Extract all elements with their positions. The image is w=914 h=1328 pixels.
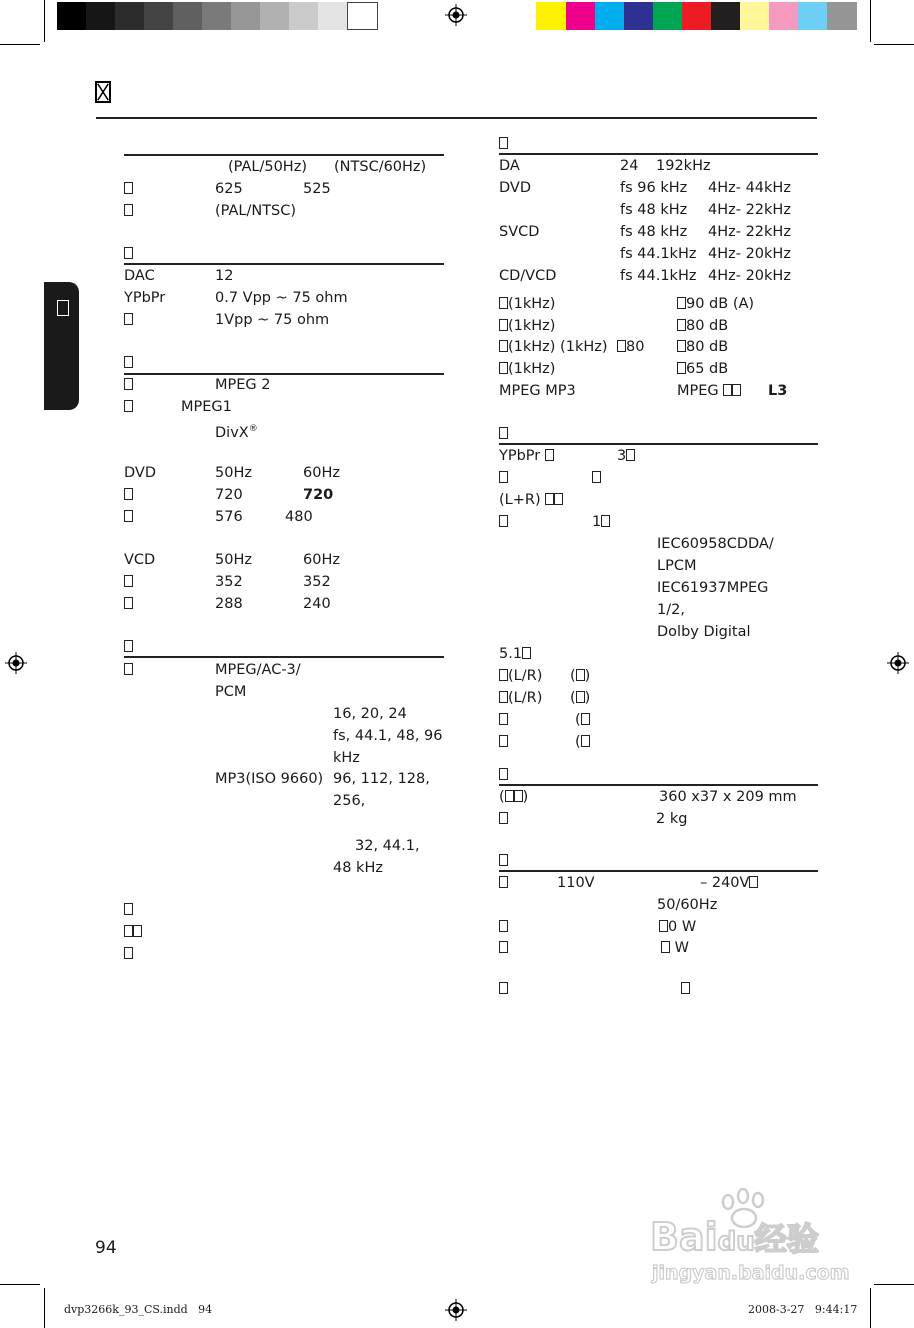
audio-fs-line2: kHz <box>333 750 360 766</box>
snr-label: (1kHz) <box>499 295 555 313</box>
red-swatch <box>682 2 711 30</box>
ypbpr-count: 3 <box>617 447 635 465</box>
label-glyph <box>124 202 133 220</box>
voltage-low: 110V <box>557 875 595 891</box>
dvd-v-res-60: 480 <box>285 509 313 525</box>
compression-divx: DivX® <box>215 424 258 441</box>
vcd-50hz: 50Hz <box>215 552 252 568</box>
rear-lr-output: (L/R) <box>499 689 542 707</box>
section-heading-glyph <box>499 425 508 443</box>
dynamic-range-label: (1kHz) <box>499 317 555 335</box>
label-glyph <box>124 595 133 613</box>
audio-format-line1: MPEG/AC-3/ <box>215 662 301 678</box>
dvd-h-res-50: 720 <box>215 487 243 503</box>
crosstalk-value: 80 dB <box>677 338 728 356</box>
video-dac-label: DAC <box>124 268 155 284</box>
baidu-jingyan-watermark <box>648 1188 862 1288</box>
label-glyph <box>124 398 133 416</box>
label-glyph <box>499 980 508 998</box>
section-rule <box>499 153 818 155</box>
label-glyph <box>124 376 133 394</box>
label-glyph <box>592 469 601 487</box>
dimensions-value: 360 x37 x 209 mm <box>659 789 797 805</box>
fr-cd-label: CD/VCD <box>499 268 557 284</box>
green-swatch <box>653 2 682 30</box>
label-glyph <box>499 918 508 936</box>
fr-dvd-range2: 4Hz- 22kHz <box>708 202 791 218</box>
gray-swatch <box>231 2 260 30</box>
section-heading-glyph <box>499 766 508 784</box>
audio-format-line2: PCM <box>215 684 247 700</box>
ypbpr-output: YPbPr <box>499 447 554 465</box>
label-glyph: ( <box>575 711 590 729</box>
light-cyan-swatch <box>798 2 827 30</box>
mp3-layer: L3 <box>768 383 788 399</box>
label-glyph <box>499 810 508 828</box>
registration-mark-icon <box>887 652 909 674</box>
compression-mpeg1: MPEG1 <box>181 399 232 415</box>
label-glyph: ( ) <box>499 789 529 805</box>
tv-lines-pal: 625 <box>215 181 243 197</box>
vcd-v-res-50: 288 <box>215 596 243 612</box>
section-rule <box>124 154 444 156</box>
fr-dvd-label: DVD <box>499 180 531 196</box>
audio-dac-bits: 24 <box>620 158 639 174</box>
page-title-glyph <box>95 81 111 103</box>
gray-swatch <box>202 2 231 30</box>
crosstalk-mid: 80 <box>617 338 644 356</box>
label-glyph: ( ) <box>570 668 591 684</box>
mp3-fs-line1: 32, 44.1, <box>355 838 420 854</box>
mp3-label: MPEG MP3 <box>499 383 576 399</box>
digital-out-count: 1 <box>592 513 610 531</box>
pink-swatch <box>769 2 798 30</box>
lpcm: LPCM <box>657 558 697 574</box>
black-swatch <box>711 2 740 30</box>
tab-glyph <box>57 300 69 316</box>
page-number: 94 <box>95 1238 117 1258</box>
gray-swatch <box>173 2 202 30</box>
magenta-swatch <box>566 2 595 30</box>
iec61937: IEC61937MPEG <box>657 580 769 596</box>
registration-mark-icon <box>5 652 27 674</box>
gray-swatch <box>260 2 289 30</box>
registration-mark-icon <box>445 4 467 26</box>
vcd-h-res-50: 352 <box>215 574 243 590</box>
label-glyph <box>124 486 133 504</box>
section-rule <box>499 870 818 872</box>
gray-swatch <box>347 2 378 30</box>
ch51-output: 5.1 <box>499 645 531 663</box>
fr-cd-range: 4Hz- 20kHz <box>708 268 791 284</box>
section-rule <box>124 263 444 265</box>
ypbpr-value: 0.7 Vpp ~ 75 ohm <box>215 290 348 306</box>
cyan-swatch <box>595 2 624 30</box>
file-slug: dvp3266k_93_CS.indd 94 <box>64 1303 213 1316</box>
fr-svcd-range1: 4Hz- 22kHz <box>708 224 791 240</box>
cvbs-value: 1Vpp ~ 75 ohm <box>215 312 330 328</box>
registration-mark-icon <box>445 1299 467 1321</box>
gray-swatch <box>827 2 857 30</box>
voltage-high: – 240V <box>700 874 758 892</box>
mp3-bitrate-line2: 256, <box>333 793 366 809</box>
language-side-tab <box>44 282 79 410</box>
section-rule <box>124 373 444 375</box>
section-heading-glyph <box>499 852 508 870</box>
audio-dac-rate: 192kHz <box>656 158 711 174</box>
weight-value: 2 kg <box>656 811 688 827</box>
label-glyph <box>124 573 133 591</box>
label-glyph <box>681 980 690 998</box>
dvd-50hz: 50Hz <box>215 465 252 481</box>
tv-header-ntsc: (NTSC/60Hz) <box>334 159 427 175</box>
section-rule <box>124 656 444 658</box>
vcd-h-res-60: 352 <box>303 574 331 590</box>
audio-out-lr: (L+R) <box>499 491 563 509</box>
mp3-standard: MPEG <box>677 382 741 400</box>
gray-swatch <box>57 2 86 30</box>
gray-swatch <box>289 2 318 30</box>
section-heading-glyph <box>124 354 133 372</box>
front-lr-output: (L/R) <box>499 667 542 685</box>
dolby-digital: Dolby Digital <box>657 624 751 640</box>
thd-value: 65 dB <box>677 360 728 378</box>
fr-svcd-fs1: fs 48 kHz <box>620 224 688 240</box>
label-glyph <box>124 923 142 941</box>
watermark-logo: Baidu经验 <box>650 1215 819 1259</box>
title-rule <box>96 117 817 119</box>
dvd-label: DVD <box>124 465 156 481</box>
vcd-v-res-60: 240 <box>303 596 331 612</box>
mains-frequency: 50/60Hz <box>657 897 718 913</box>
section-heading-glyph <box>499 135 508 153</box>
dvd-60hz: 60Hz <box>303 465 340 481</box>
label-glyph <box>124 508 133 526</box>
label-glyph <box>124 311 133 329</box>
label-glyph <box>499 874 508 892</box>
gray-swatch <box>144 2 173 30</box>
watermark-url: jingyan.baidu.com <box>652 1262 850 1284</box>
label-glyph <box>499 939 508 957</box>
label-glyph <box>499 711 508 729</box>
yellow-swatch <box>536 2 566 30</box>
dvd-h-res-60: 720 <box>303 487 334 503</box>
label-glyph <box>124 901 133 919</box>
tv-lines-ntsc: 525 <box>303 181 331 197</box>
fr-svcd-label: SVCD <box>499 224 540 240</box>
power-consumption: 0 W <box>659 918 696 936</box>
ypbpr-label: YPbPr <box>124 290 166 306</box>
video-dac-value: 12 <box>215 268 234 284</box>
gray-swatch <box>318 2 347 30</box>
tv-header-pal: (PAL/50Hz) <box>228 159 307 175</box>
label-glyph <box>499 469 508 487</box>
fr-dvd-fs1: fs 96 kHz <box>620 180 688 196</box>
gray-swatch <box>115 2 144 30</box>
mp3-fs-line2: 48 kHz <box>333 860 383 876</box>
label-glyph <box>124 661 133 679</box>
section-rule <box>499 443 818 445</box>
audio-fs-line1: fs, 44.1, 48, 96 <box>333 728 443 744</box>
audio-bits: 16, 20, 24 <box>333 706 407 722</box>
fr-dvd-range1: 4Hz- 44kHz <box>708 180 791 196</box>
audio-dac-label: DA <box>499 158 520 174</box>
section-rule <box>499 784 818 786</box>
fr-cd-fs: fs 44.1kHz <box>620 268 697 284</box>
crosstalk-label: (1kHz) (1kHz) <box>499 338 608 356</box>
gray-swatch <box>86 2 115 30</box>
print-timestamp: 2008-3-27 9:44:17 <box>748 1303 858 1316</box>
label-glyph <box>499 513 508 531</box>
section-heading-glyph <box>124 245 133 263</box>
label-glyph <box>499 733 508 751</box>
fr-dvd-fs2: fs 48 kHz <box>620 202 688 218</box>
vcd-label: VCD <box>124 552 156 568</box>
standby-power: W <box>661 939 689 957</box>
label-glyph: ( ) <box>570 690 591 706</box>
mpeg-1-2: 1/2, <box>657 602 685 618</box>
label-glyph <box>124 180 133 198</box>
snr-value: 90 dB (A) <box>677 295 754 313</box>
thd-label: (1kHz) <box>499 360 555 378</box>
blue-swatch <box>624 2 653 30</box>
fr-svcd-fs2: fs 44.1kHz <box>620 246 697 262</box>
tv-playback: (PAL/NTSC) <box>215 203 297 219</box>
light-yellow-swatch <box>740 2 769 30</box>
fr-svcd-range2: 4Hz- 20kHz <box>708 246 791 262</box>
mp3-bitrate-line1: 96, 112, 128, <box>333 771 430 787</box>
label-glyph <box>124 945 133 963</box>
mp3-format: MP3(ISO 9660) <box>215 771 324 787</box>
dynamic-range-value: 80 dB <box>677 317 728 335</box>
section-heading-glyph <box>124 638 133 656</box>
dvd-v-res-50: 576 <box>215 509 243 525</box>
label-glyph: ( <box>575 733 590 751</box>
compression-mpeg2: MPEG 2 <box>215 377 271 393</box>
vcd-60hz: 60Hz <box>303 552 340 568</box>
iec60958: IEC60958CDDA/ <box>657 536 774 552</box>
